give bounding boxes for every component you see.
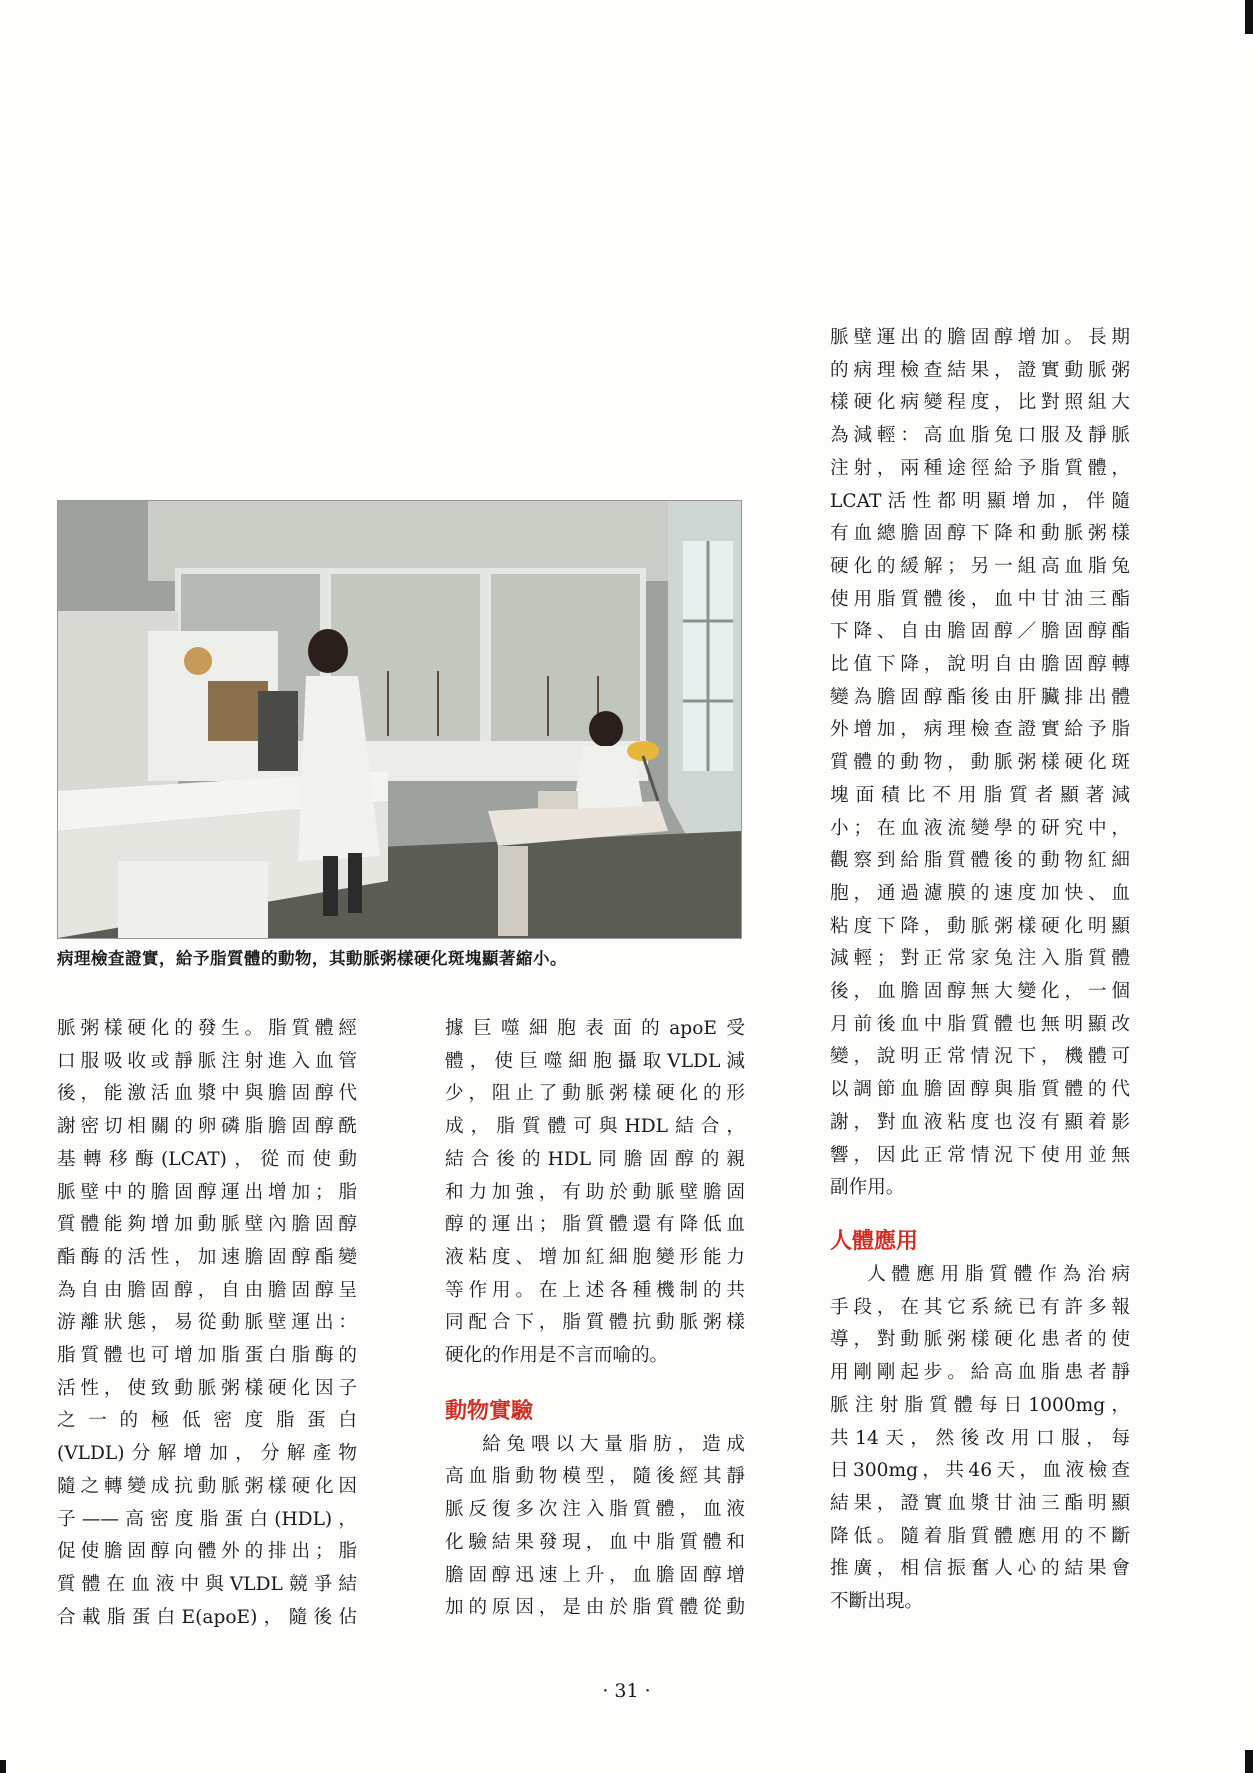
text-line: 下降、自由膽固醇／膽固醇酯: [830, 621, 1130, 643]
text-line: 共14天，然後改用口服，每: [830, 1427, 1130, 1449]
text-line: 以調節血膽固醇與脂質體的代: [830, 1079, 1130, 1101]
text-line: 口服吸收或靜脈注射進入血管: [57, 1050, 357, 1072]
text-line: 用剛剛起步。給高血脂患者靜: [830, 1362, 1130, 1384]
text-line: 為自由膽固醇，自由膽固醇呈: [57, 1279, 357, 1301]
page-number: · 31 ·: [602, 1680, 651, 1702]
text-line: 胞，通過濾膜的速度加快、血: [830, 882, 1130, 904]
paragraph: [445, 1429, 745, 1625]
text-line: 降低。隨着脂質體應用的不斷: [830, 1525, 1130, 1547]
text-line: 使用脂質體後，血中甘油三酯: [830, 588, 1130, 610]
text-line: 脈壁中的膽固醇運出增加；脂: [57, 1181, 357, 1203]
text-line: 同配合下，脂質體抗動脈粥樣: [445, 1312, 745, 1334]
text-column-right: [830, 322, 1130, 1619]
text-line: 脈注射脂質體每日1000mg，: [830, 1394, 1130, 1416]
text-line: 外增加，病理檢查證實給予脂: [830, 719, 1130, 741]
paragraph: [57, 1013, 357, 1634]
text-line: 粘度下降，動脈粥樣硬化明顯: [830, 915, 1130, 937]
text-line: 等作用。在上述各種機制的共: [445, 1279, 745, 1301]
text-line: 比值下降，說明自由膽固醇轉: [830, 654, 1130, 676]
text-line: 醇的運出；脂質體還有降低血: [445, 1214, 745, 1236]
text-line: 高血脂動物模型，隨後經其靜: [445, 1466, 745, 1488]
paragraph: [830, 322, 1130, 1205]
text-line: 體，使巨噬細胞攝取VLDL減: [445, 1050, 745, 1072]
text-line: 膽固醇迅速上升，血膽固醇增: [445, 1564, 745, 1586]
text-line: 質體在血液中與VLDL競爭結: [57, 1573, 357, 1595]
text-column-middle: [445, 1013, 745, 1625]
text-line: 促使膽固醇向體外的排出；脂: [57, 1541, 357, 1563]
text-line: 不斷出現。: [830, 1591, 923, 1613]
text-line: 脈粥樣硬化的發生。脂質體經: [57, 1018, 357, 1039]
text-line: 之一的極低密度脂蛋白: [57, 1410, 357, 1432]
photo-caption: 病理檢查證實，給予脂質體的動物，其動脈粥樣硬化斑塊顯著縮小。: [57, 949, 567, 968]
laboratory-photo-drawing: [58, 501, 741, 938]
text-line: 活性，使致動脈粥樣硬化因子: [57, 1377, 357, 1399]
text-line: 脂質體也可增加脂蛋白脂酶的: [57, 1345, 357, 1367]
text-line: 液粘度、增加紅細胞變形能力: [445, 1246, 745, 1268]
text-line: 謝，對血液粘度也沒有顯着影: [830, 1111, 1130, 1133]
text-line: 後，能激活血漿中與膽固醇代: [57, 1083, 357, 1105]
text-line: 脈壁運出的膽固醇增加。長期: [830, 327, 1130, 348]
text-line: 加的原因，是由於脂質體從動: [445, 1597, 745, 1619]
text-line: (VLDL)分解增加，分解產物: [57, 1443, 357, 1465]
text-line: 後，血膽固醇無大變化，一個: [830, 981, 1130, 1003]
text-line: 質體的動物，動脈粥樣硬化斑: [830, 752, 1130, 774]
laboratory-photo: [57, 500, 742, 939]
text-line: 人體應用脂質體作為治病: [867, 1263, 1130, 1285]
text-line: 硬化的緩解；另一組高血脂兔: [830, 555, 1130, 577]
scan-edge-mark: [1245, 1750, 1253, 1773]
text-line: 硬化的作用是不言而喻的。: [445, 1345, 669, 1367]
text-line: 合載脂蛋白E(apoE)，隨後佔: [57, 1606, 357, 1628]
section-heading-human-application: 人體應用: [830, 1228, 919, 1254]
paragraph: [830, 1259, 1130, 1619]
text-line: 副作用。: [830, 1177, 905, 1199]
text-line: LCAT活性都明顯增加，伴隨: [830, 490, 1130, 512]
scan-edge-mark: [1245, 0, 1253, 34]
text-line: 有血總膽固醇下降和動脈粥樣: [830, 523, 1130, 545]
text-line: 塊面積比不用脂質者顯著減: [830, 784, 1130, 806]
text-line: 樣硬化病變程度，比對照組大: [830, 392, 1130, 414]
text-line: 少，阻止了動脈粥樣硬化的形: [445, 1083, 745, 1105]
text-line: 成，脂質體可與HDL結合，: [445, 1116, 745, 1138]
text-line: 注射，兩種途徑給予脂質體，: [830, 457, 1130, 479]
text-line: 脈反復多次注入脂質體，血液: [445, 1499, 745, 1521]
text-line: 減輕；對正常家兔注入脂質體: [830, 948, 1130, 970]
text-line: 為減輕：高血脂兔口服及靜脈: [830, 425, 1130, 447]
text-line: 和力加強，有助於動脈壁膽固: [445, 1181, 745, 1203]
text-line: 變，說明正常情況下，機體可: [830, 1046, 1130, 1068]
text-line: 導，對動脈粥樣硬化患者的使: [830, 1329, 1130, 1351]
text-line: 游離狀態，易從動脈壁運出：: [57, 1312, 357, 1334]
text-line: 結果，證實血漿甘油三酯明顯: [830, 1492, 1130, 1514]
text-line: 日300mg，共46天，血液檢查: [830, 1460, 1130, 1482]
text-line: 小；在血液流變學的研究中，: [830, 817, 1130, 839]
text-line: 謝密切相關的卵磷脂膽固醇酰: [57, 1116, 357, 1138]
text-line: 觀察到給脂質體後的動物紅細: [830, 850, 1130, 872]
text-line: 變為膽固醇酯後由肝臟排出體: [830, 686, 1130, 708]
text-line: 推廣，相信振奮人心的結果會: [830, 1558, 1130, 1580]
text-line: 化驗結果發現，血中脂質體和: [445, 1531, 745, 1553]
scan-edge-mark: [0, 1760, 6, 1773]
text-line: 質體能夠增加動脈壁內膽固醇: [57, 1214, 357, 1236]
text-line: 的病理檢查結果，證實動脈粥: [830, 359, 1130, 381]
text-line: 月前後血中脂質體也無明顯改: [830, 1013, 1130, 1035]
text-line: 酯酶的活性，加速膽固醇酯變: [57, 1246, 357, 1268]
text-line: 給兔喂以大量脂肪，造成: [482, 1433, 745, 1455]
text-column-left: [57, 1013, 357, 1634]
text-line: 子——高密度脂蛋白(HDL)，: [57, 1508, 357, 1530]
text-line: 隨之轉變成抗動脈粥樣硬化因: [57, 1475, 357, 1497]
text-line: 結合後的HDL同膽固醇的親: [445, 1148, 745, 1170]
text-line: 基轉移酶(LCAT)，從而使動: [57, 1148, 357, 1170]
text-line: 響，因此正常情況下使用並無: [830, 1144, 1130, 1166]
paragraph: [445, 1013, 745, 1373]
text-line: 據巨噬細胞表面的apoE受: [445, 1018, 745, 1039]
text-line: 手段，在其它系統已有許多報: [830, 1296, 1130, 1318]
section-heading-animal-experiment: 動物實驗: [445, 1398, 534, 1424]
